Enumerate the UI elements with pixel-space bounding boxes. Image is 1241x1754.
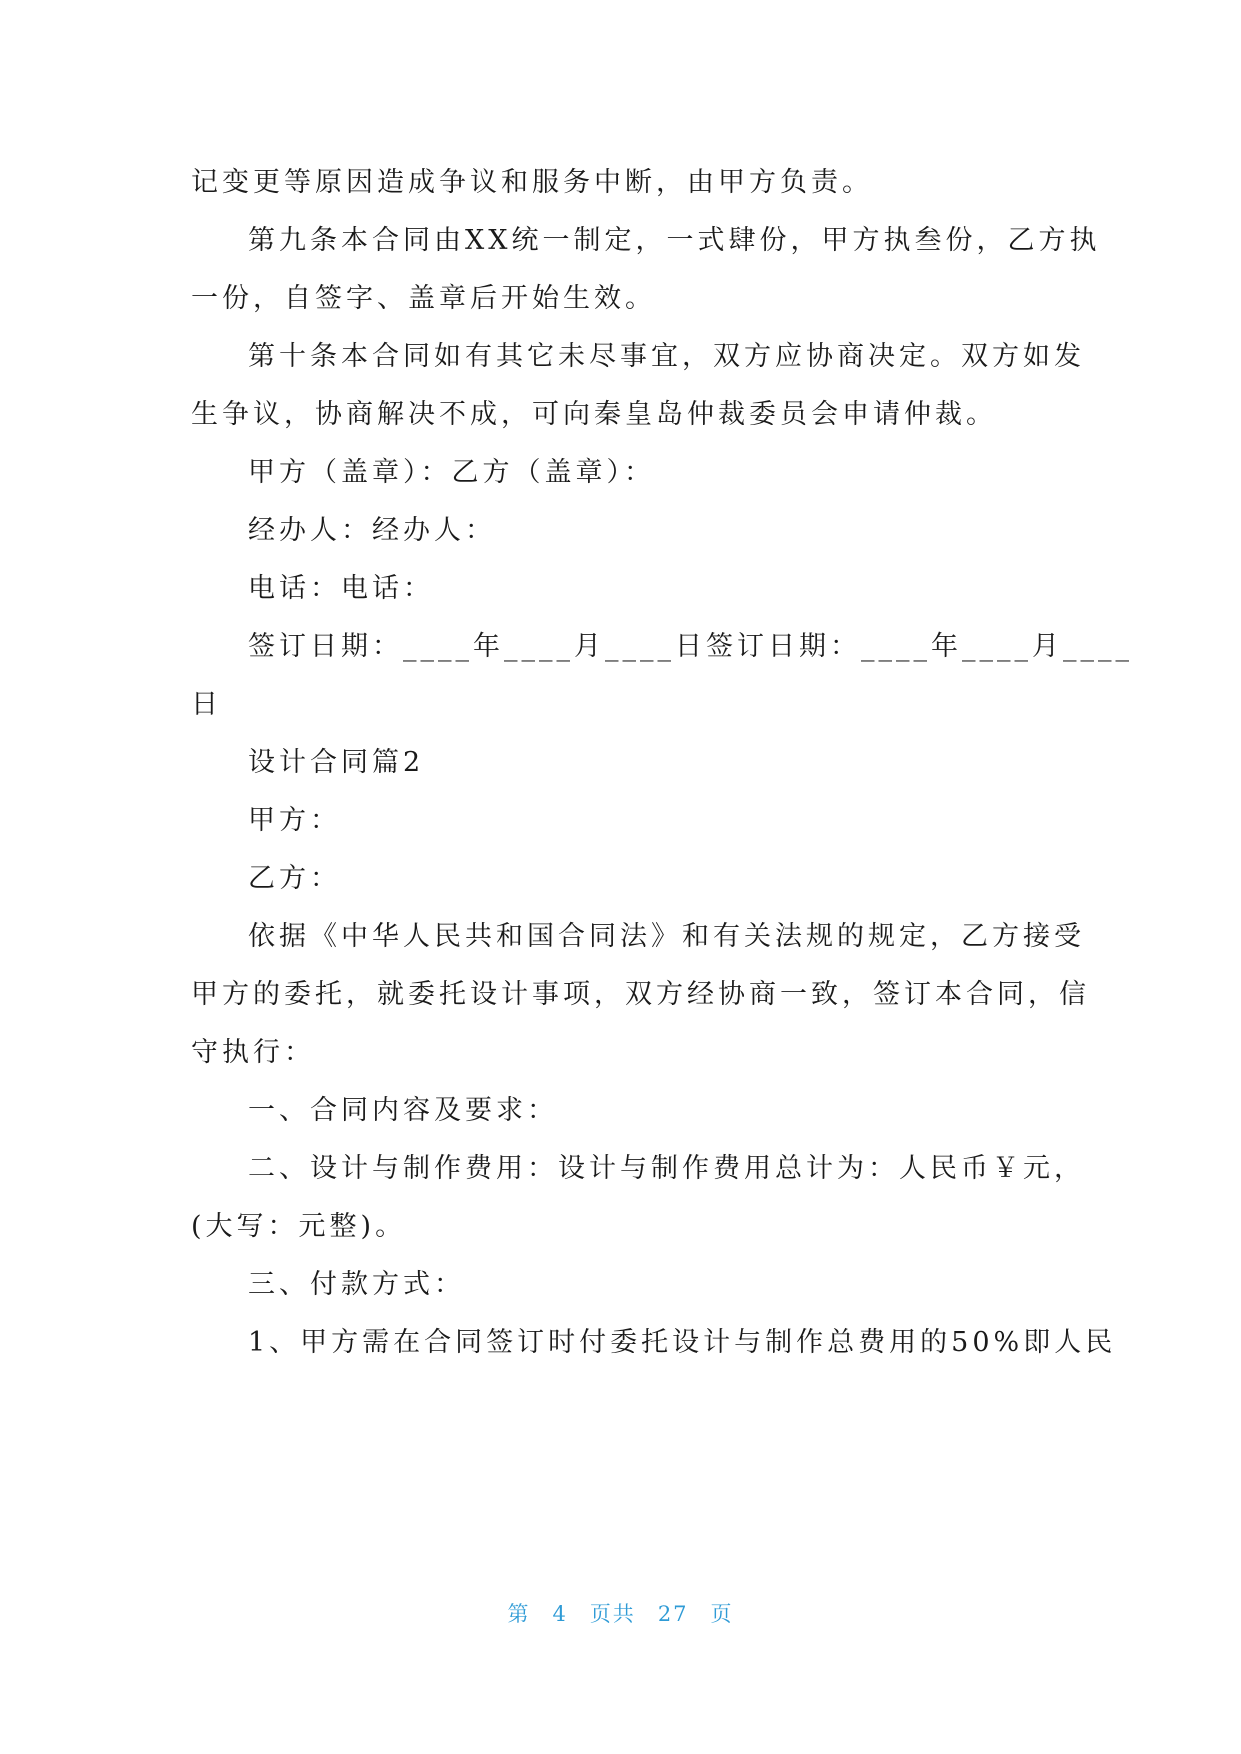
text-line: 守执行： (191, 1037, 315, 1068)
text-line: 一份，自签字、盖章后开始生效。 (191, 283, 656, 314)
clause-heading: 三、付款方式： (248, 1269, 465, 1300)
section-title: 设计合同篇2 (248, 747, 425, 778)
signature-party-line: 甲方（盖章）：乙方（盖章）： (248, 457, 655, 488)
footer-prefix: 第 (507, 1602, 531, 1626)
sign-date-line: 签订日期：____年____月____日签订日期：____年____月____ (248, 631, 1133, 662)
footer-suffix: 页 (710, 1602, 734, 1626)
footer-middle: 页共 (589, 1602, 636, 1626)
text-line: 日 (191, 689, 222, 720)
clause-heading: 一、合同内容及要求： (248, 1095, 558, 1126)
text-line: 依据《中华人民共和国合同法》和有关法规的规定，乙方接受 (248, 921, 1085, 952)
phone-line: 电话：电话： (248, 573, 434, 604)
footer-current-page: 4 (552, 1602, 568, 1626)
text-line: 1、甲方需在合同签订时付委托设计与制作总费用的50%即人民 (248, 1327, 1117, 1358)
text-line: 第九条本合同由XX统一制定，一式肆份，甲方执叁份，乙方执 (248, 225, 1101, 256)
text-line: 记变更等原因造成争议和服务中断，由甲方负责。 (191, 167, 873, 198)
text-line: 生争议，协商解决不成，可向秦皇岛仲裁委员会申请仲裁。 (191, 399, 997, 430)
text-line: 第十条本合同如有其它未尽事宜，双方应协商决定。双方如发 (248, 341, 1085, 372)
agent-line: 经办人：经办人： (248, 515, 496, 546)
party-b-line: 乙方： (248, 863, 341, 894)
party-a-line: 甲方： (248, 805, 341, 836)
text-line: 甲方的委托，就委托设计事项，双方经协商一致，签订本合同，信 (191, 979, 1090, 1010)
clause-heading: 二、设计与制作费用：设计与制作费用总计为：人民币￥元， (248, 1153, 1085, 1184)
page-footer (0, 1600, 1241, 1628)
text-line: (大写：元整)。 (191, 1211, 407, 1242)
footer-total-pages: 27 (657, 1602, 689, 1626)
